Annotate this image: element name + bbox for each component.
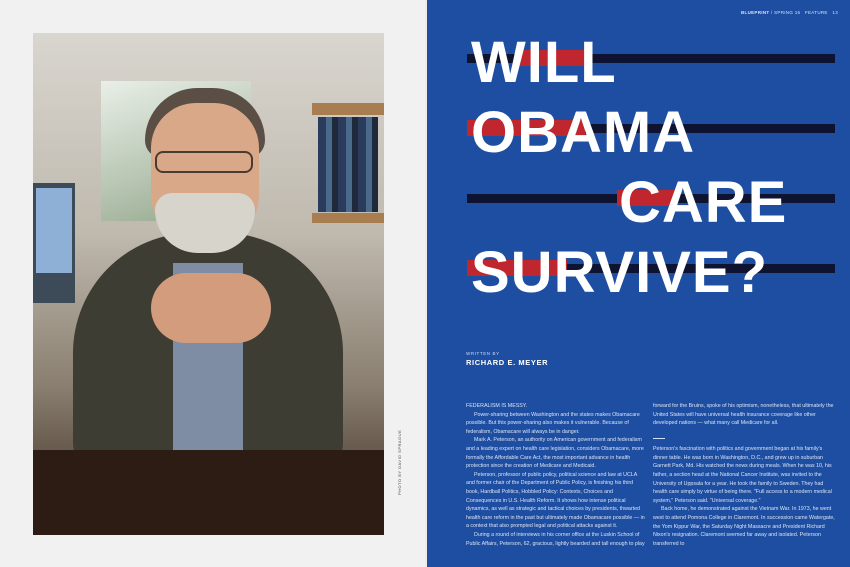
body-paragraph: forward for the Bruins, spoke of his optimism, nonetheless, that ultimately the United States will have universal health insurance coverage like other developed nations — what many call Medicare for all. [653, 403, 834, 427]
body-paragraph: Peterson, professor of public policy, political science and law at UCLA and former chair of the Department of Public Policy, is finishing his third book, Hardball Politics, Hobbled Policy: Contexts, Choices and Consequences in U.S. Health Reform. It shows how intense political dynamics, as well as strategic and tactical choices by presidents, thwarted health care reform in the past but ultimately made Obamacare possible — in a context that also prompted legal and political attacks against it. [466, 471, 645, 530]
binders [318, 117, 378, 212]
headline-line-4 [467, 240, 847, 305]
body-paragraph: Mark A. Peterson, an authority on American government and federalism and a leading expert on health care legislation, considers Obamacare, more formally the Affordable Care Act, the most important advance in health protection since the creation of Medicare and Medicaid. [466, 437, 644, 470]
publication-name: BLUEPRINT [740, 10, 770, 15]
running-head [741, 10, 838, 15]
body-paragraph: During a round of interviews in his corner office at the Luskin School of Public Affairs, Peterson, 62, gracious, lightly bearded and tall enough to play [466, 531, 645, 547]
body-column-1 [466, 402, 647, 548]
issue: / SPRING 15 [770, 10, 801, 15]
bookshelf-lower [312, 213, 384, 223]
body-lead: FEDERALISM IS MESSY. [466, 403, 528, 409]
headline-line-3 [467, 170, 847, 235]
portrait-photo [33, 33, 384, 535]
headline-line-2 [467, 100, 847, 165]
body-column-2 [653, 402, 835, 548]
desk [33, 450, 384, 535]
body-paragraph: Power-sharing between Washington and the states makes Obamacare possible. But this power-sharing also makes it vulnerable. Because of federalism, Obamacare will always be in danger. [466, 411, 640, 435]
monitor-screen [36, 188, 72, 273]
headline-line-1 [467, 30, 847, 95]
body-paragraph: Back home, he demonstrated against the Vietnam War. In 1973, he went west to attend Pomona College in Claremont. In succession came Watergate, the Yom Kippur War, the Saturday Night Massacre and President Richard Nixon's resignation. Claremont seemed far away and isolated. Peterson transferred to [653, 506, 835, 547]
headline-word: OBAMA [471, 100, 696, 165]
headline-word: WILL [471, 30, 617, 95]
headline-word: CARE [619, 170, 788, 235]
section-name: FEATURE [804, 10, 828, 15]
bookshelf [312, 103, 384, 115]
subject-hands [151, 273, 271, 343]
byline-label: WRITTEN BY [466, 351, 500, 356]
body-paragraph: Peterson's fascination with politics and government began at his family's dinner table. He was born in Washington, D.C., and grew up in suburban Garnett Park, Md. His watched the news during meals. When he was 10, his father, a section head at the National Cancer Institute, was invited to the University of Uppsala for a year. He took the family to Sweden. They had health care simply by virtue of being there. "Full access to a modern medical system," Peterson said. "Universal coverage." [653, 446, 832, 504]
right-page [427, 0, 850, 567]
photo-credit: PHOTO BY DAVID SPRAGUE [397, 429, 402, 495]
byline-author: RICHARD E. MEYER [466, 358, 549, 367]
section-divider [653, 438, 665, 440]
subject-glasses [155, 151, 253, 173]
page-number: 13 [832, 10, 838, 15]
headline [467, 30, 847, 305]
headline-word: SURVIVE? [471, 240, 769, 305]
